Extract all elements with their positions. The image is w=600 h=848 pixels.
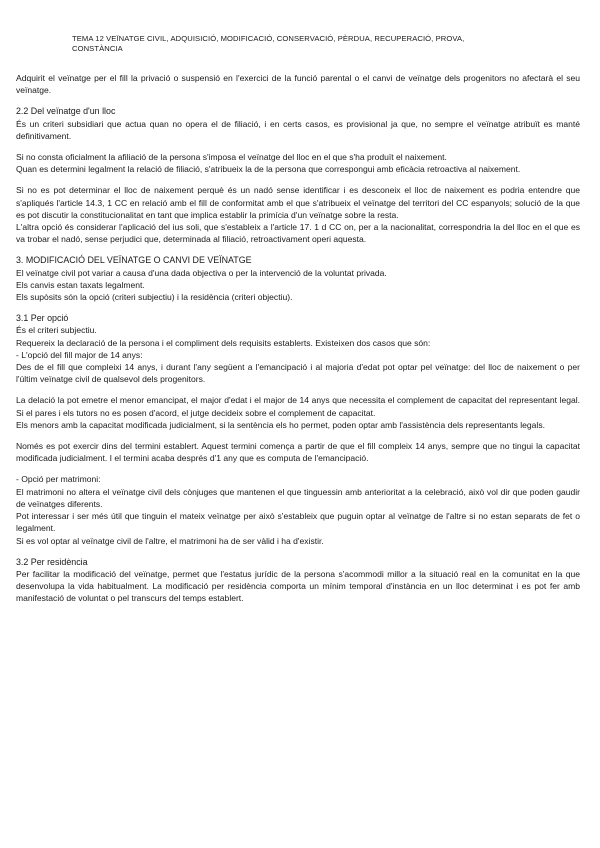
header-line-1: TEMA 12 VEÏNATGE CIVIL, ADQUISICIÓ, MODIFICACIÓ, CONSERVACIÓ, PÈRDUA, RECUPERACIÓ, PROVA, <box>72 34 465 43</box>
section-3-2-title: 3.2 Per residència <box>16 556 88 567</box>
document-header <box>72 34 580 54</box>
section-3-p1: El veïnatge civil pot variar a causa d'una dada objectiva o per la intervenció de la voluntat privada. <box>16 267 387 278</box>
section-2-2-p4: Si no es pot determinar el lloc de naixement perquè és un nadó sense identificar i es desconeix el lloc de naixement es podria entendre que s'apliqués l'article 14.3, 1 CC en relació amb el fill de conformitat amb el que s'atribueix el veïnatge del territori del CC espanyols; solució de la que es pot discutir la constitucionalitat en tant que implica establir la primícia d'un veïnatge sobre la resta. <box>16 185 580 220</box>
section-3-p3: Els supòsits són la opció (criteri subjectiu) i la residència (criteri objectiu). <box>16 292 293 303</box>
section-2-2-p1: És un criteri subsidiari que actua quan no opera el de filiació, i en certs casos, es provisional ja que, no sempre el veïnatge atribuït es manté definitivament. <box>16 118 580 141</box>
section-3-p2: Els canvis estan taxats legalment. <box>16 279 145 290</box>
section-3-title: 3. MODIFICACIÓ DEL VEÏNATGE O CANVI DE VEÏNATGE <box>16 255 252 266</box>
section-3-1-p7: Només es pot exercir dins del termini establert. Aquest termini comença a partir de que el fill compleix 14 anys, sempre que no tingui la capacitat modificada judicialment. I el termini acaba després d'1 any que es computa de l'emancipació. <box>16 441 580 464</box>
section-3-1-p5: La delació la pot emetre el menor emancipat, el major d'edat i el major de 14 anys que necessita el complement de capacitat del representant legal. Si el pares i els tutors no es posen d'acord, el jutge decideix sobre el complement de capacitat. <box>16 395 580 418</box>
section-3-1-p8: - Opció per matrimoni: <box>16 474 101 485</box>
section-3 <box>16 254 580 303</box>
section-3-1-p1: És el criteri subjectiu. <box>16 325 97 336</box>
section-3-1-title: 3.1 Per opció <box>16 313 69 324</box>
section-3-1 <box>16 312 580 546</box>
header-line-2: CONSTÀNCIA <box>72 44 123 53</box>
section-2-2-p3: Quan es determini legalment la relació de filiació, s'atribueix la de la persona que correspongui amb eficàcia retroactiva al naixement. <box>16 164 521 175</box>
section-3-1-p4: Des de el fill que compleixi 14 anys, i durant l'any següent a l'emancipació i al majoria d'edat pot optar pel veïnatge: del lloc de naixement o per l'últim veïnatge civil de qualsevol dels progenitors. <box>16 362 580 385</box>
intro-paragraph: Adquirit el veïnatge per el fill la privació o suspensió en l'exercici de la funció parental o el canvi de veïnatge dels progenitors no afectarà el seu veïnatge. <box>16 73 580 96</box>
section-3-1-p11: Si es vol optar al veïnatge civil de l'altre, el matrimoni ha de ser vàlid i ha d'existir. <box>16 535 324 546</box>
section-3-2-p1: Per facilitar la modificació del veïnatge, permet que l'estatus jurídic de la persona s'acommodi millor a la situació real en la comunitat en la que desenvolupa la vida habitualment. La modificació per residència comporta un mínim temporal d'instància en un lloc determinat i es pot fer amb manifestació de voluntat o pel transcurs del temps establert. <box>16 568 580 604</box>
section-3-1-p6: Els menors amb la capacitat modificada judicialment, si la sentència els ho permet, poden optar amb l'assistència dels representants legals. <box>16 419 545 430</box>
section-3-1-p2: Requereix la declaració de la persona i el compliment dels requisits establerts. Existeixen dos casos que són: <box>16 337 431 348</box>
section-3-2 <box>16 556 580 605</box>
section-3-1-p9: El matrimoni no altera el veïnatge civil dels cònjuges que mantenen el que tinguessin amb anterioritat a la celebració, això vol dir que poden gaudir de veïnatges diferents. <box>16 486 580 509</box>
section-2-2-p2: Si no consta oficialment la afiliació de la persona s'imposa el veïnatge del lloc en el que s'ha produït el naixement. <box>16 152 447 163</box>
section-2-2-title: 2.2 Del veïnatge d'un lloc <box>16 106 116 117</box>
section-3-1-p10: Pot interessar i ser més útil que tinguin el mateix veïnatge per això s'estableix que puguin optar al veïnatge de l'altre si no estan separats de fet o legalment. <box>16 511 580 534</box>
section-2-2 <box>16 105 580 245</box>
section-3-1-p3: - L'opció del fill major de 14 anys: <box>16 349 143 360</box>
section-2-2-p5: L'altra opció és considerar l'aplicació del ius soli, que s'estableix a l'article 17. 1 d CC on, per a la nacionalitat, correspondria la del lloc en el que es va trobar el nadó, sense perjudici que, determinada al filiació, retroactivament operi aquesta. <box>16 222 580 245</box>
